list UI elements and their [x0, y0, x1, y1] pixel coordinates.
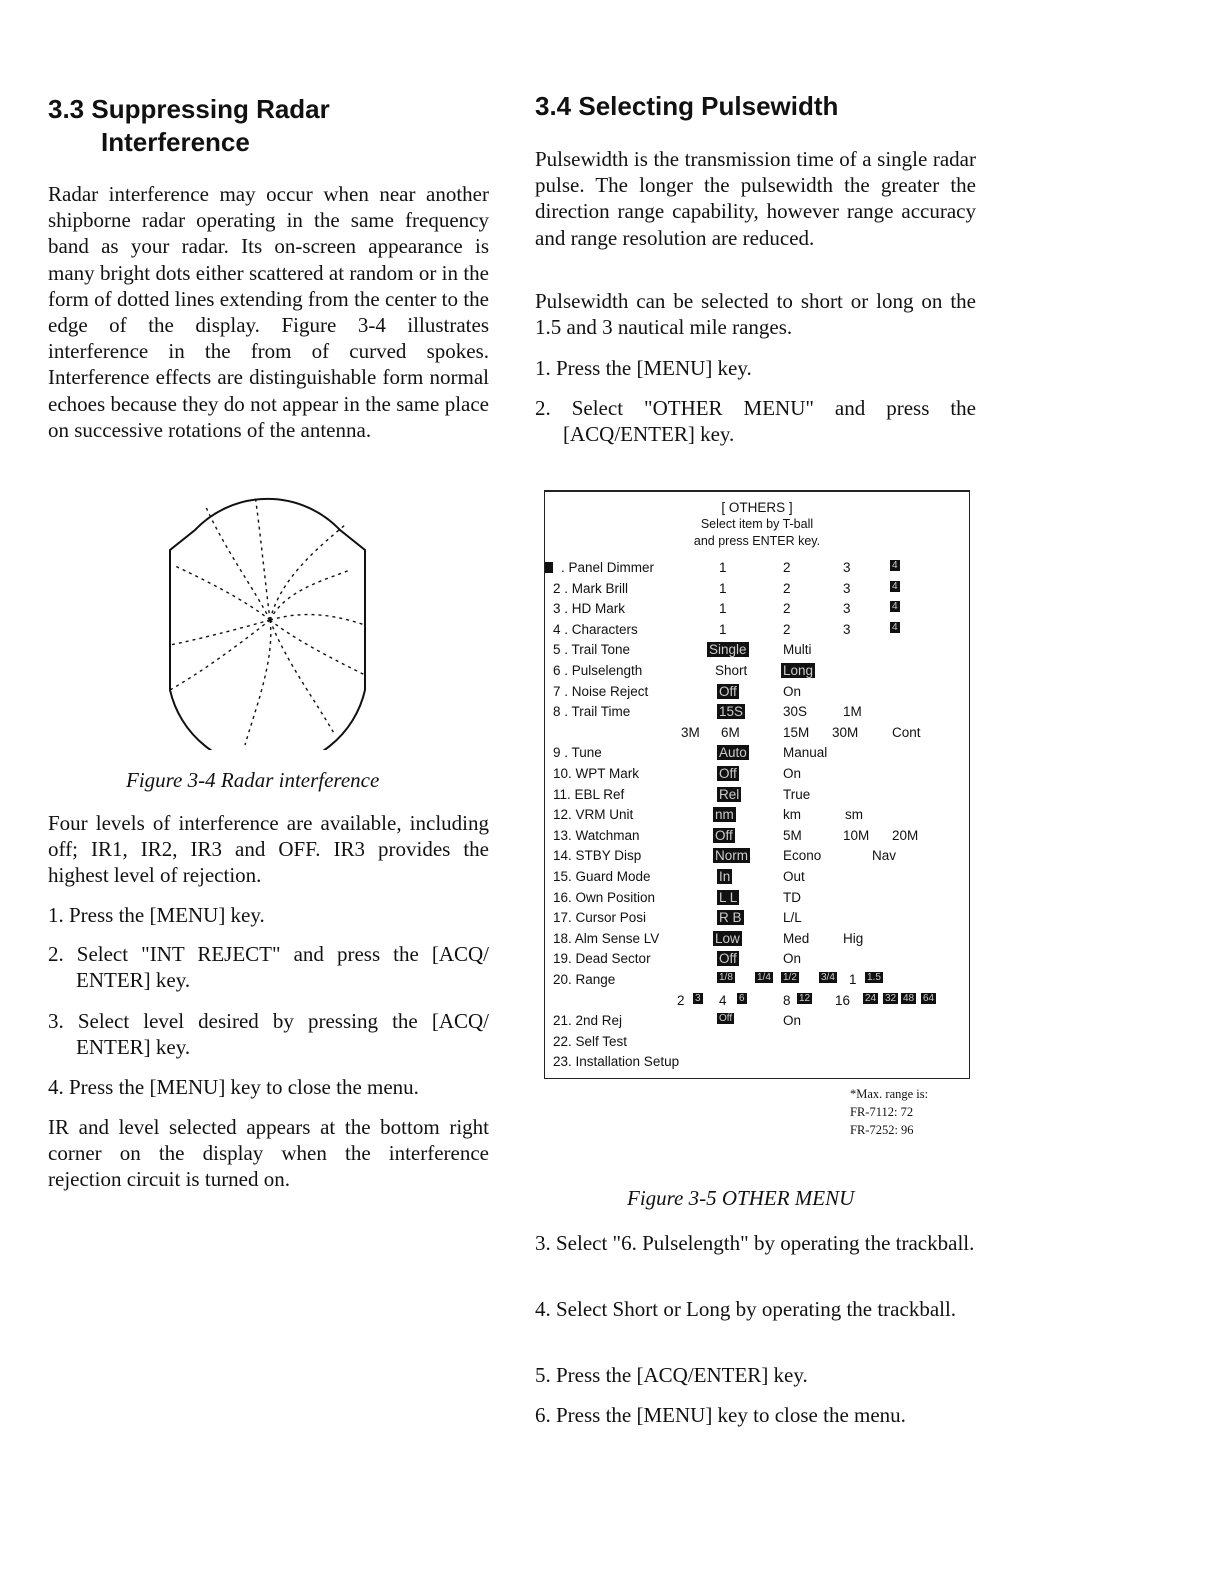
menu-option[interactable]: TD: [783, 889, 801, 905]
radar-interference-figure: [165, 490, 370, 750]
menu-item-label: 14. STBY Disp: [553, 848, 642, 864]
section-heading-3-3-cont: Interference: [101, 127, 250, 157]
menu-option-selected[interactable]: L L: [719, 889, 738, 905]
menu-item-label: 22. Self Test: [553, 1033, 628, 1049]
menu-item-label: 13. Watchman: [553, 827, 640, 843]
menu-row[interactable]: [545, 1054, 969, 1074]
menu-row[interactable]: [545, 931, 969, 951]
menu-row[interactable]: [545, 766, 969, 786]
menu-option[interactable]: 15M: [783, 724, 810, 740]
menu-option-selected[interactable]: nm: [715, 807, 734, 823]
menu-title: [ OTHERS ]: [721, 500, 793, 515]
section-heading-3-3: 3.3 Suppressing Radar: [48, 94, 330, 124]
menu-option-selected[interactable]: Off: [719, 951, 737, 967]
menu-instruction-1: Select item by T-ball: [700, 517, 814, 531]
menu-option-selected[interactable]: Off: [719, 1013, 733, 1025]
menu-option-selected[interactable]: Low: [715, 930, 740, 946]
menu-option[interactable]: Manual: [783, 745, 828, 761]
menu-option[interactable]: 2: [783, 621, 791, 637]
menu-option[interactable]: 3: [843, 580, 851, 596]
menu-item-label: 7 . Noise Reject: [553, 683, 649, 699]
cursor-block-icon: [545, 562, 553, 573]
menu-option[interactable]: On: [783, 951, 802, 967]
menu-row[interactable]: [545, 684, 969, 704]
menu-row[interactable]: [545, 787, 969, 807]
menu-option[interactable]: Cont: [892, 724, 921, 740]
menu-option[interactable]: 3M: [681, 724, 700, 740]
menu-instruction-2: and press ENTER key.: [693, 534, 821, 548]
menu-option[interactable]: 30M: [832, 724, 859, 740]
menu-item-label: 23. Installation Setup: [553, 1054, 680, 1070]
menu-option-selected[interactable]: 4: [892, 560, 898, 571]
right-step-3: 3. Select "6. Pulselength" by operating the trackball.: [535, 1231, 975, 1255]
menu-option-selected[interactable]: 3: [695, 992, 701, 1004]
menu-row[interactable]: [545, 910, 969, 930]
left-step-3: 3. Select level desired by pressing the [ACQ/ ENTER] key.: [48, 1009, 489, 1060]
menu-option-selected[interactable]: Off: [715, 827, 733, 843]
menu-row[interactable]: [545, 601, 969, 621]
menu-option[interactable]: On: [783, 766, 802, 781]
menu-option[interactable]: Out: [783, 869, 805, 884]
menu-option-selected[interactable]: 1/8: [719, 972, 733, 983]
menu-row[interactable]: [545, 828, 969, 848]
menu-option-selected[interactable]: 4: [892, 601, 898, 613]
menu-option-selected[interactable]: Off: [719, 766, 737, 781]
menu-option-selected[interactable]: 12: [799, 992, 811, 1004]
right-step-6: 6. Press the [MENU] key to close the menu.: [535, 1403, 906, 1427]
note-line: FR-7252: 96: [850, 1123, 914, 1137]
menu-row[interactable]: [545, 642, 969, 662]
menu-option[interactable]: 1: [719, 560, 727, 575]
menu-item-label: 12. VRM Unit: [553, 807, 634, 823]
menu-option[interactable]: Short: [715, 663, 748, 678]
intro-paragraph: Radar interference may occur when near another shipborne radar operating in the same frequency band as your radar. Its on-screen appearance is many bright dots either scattered at random or in the form of dotted lines extending from the center to the edge of the display. Figure 3-4 illustrates interference in the from of curved spokes. Interference effects are distinguishable form normal echoes because they do not appear in the same place on successive rotations of the antenna.: [48, 182, 489, 442]
menu-item-label: 2 . Mark Brill: [553, 580, 629, 596]
menu-row[interactable]: [545, 622, 969, 642]
menu-row[interactable]: [545, 725, 969, 745]
menu-option-selected[interactable]: Rel: [719, 786, 740, 802]
menu-option[interactable]: Hig: [843, 930, 864, 946]
menu-option-selected[interactable]: In: [719, 869, 731, 884]
others-menu-figure: [544, 490, 970, 1079]
menu-option-selected[interactable]: 48: [903, 992, 915, 1004]
menu-option-selected[interactable]: 32: [885, 992, 897, 1004]
menu-option-selected[interactable]: 15S: [719, 704, 744, 720]
menu-option-selected[interactable]: 1/2: [783, 972, 797, 983]
menu-option[interactable]: 3: [843, 621, 851, 637]
section-heading-3-4: 3.4 Selecting Pulsewidth: [535, 91, 839, 121]
menu-option[interactable]: 3: [843, 560, 851, 575]
left-step-2: 2. Select "INT REJECT" and press the [ACQ/ ENTER] key.: [48, 942, 489, 993]
menu-item-label: 20. Range: [553, 972, 616, 987]
menu-row[interactable]: [545, 560, 969, 580]
menu-option[interactable]: 2: [783, 560, 791, 575]
menu-item-label: 19. Dead Sector: [553, 951, 651, 967]
menu-option[interactable]: 1: [719, 621, 727, 637]
menu-option-selected[interactable]: 3/4: [821, 972, 835, 983]
menu-option[interactable]: 2: [783, 601, 791, 617]
menu-item-label: 8 . Trail Time: [553, 704, 631, 720]
menu-option-selected[interactable]: Norm: [715, 848, 748, 864]
menu-option-selected[interactable]: 1/4: [757, 972, 771, 983]
menu-option[interactable]: 6M: [721, 724, 740, 740]
menu-row[interactable]: [545, 1034, 969, 1054]
menu-option[interactable]: Med: [783, 930, 810, 946]
menu-row[interactable]: [545, 745, 969, 765]
menu-option[interactable]: km: [783, 807, 801, 823]
menu-option[interactable]: 3: [843, 601, 851, 617]
menu-row[interactable]: [545, 663, 969, 683]
menu-option[interactable]: 1: [719, 580, 727, 596]
menu-item-label: 9 . Tune: [553, 745, 602, 761]
menu-option[interactable]: 16: [835, 992, 851, 1008]
menu-option-selected[interactable]: Single: [709, 642, 747, 658]
right-step-4: 4. Select Short or Long by operating the trackball.: [535, 1297, 957, 1321]
menu-option[interactable]: L/L: [783, 910, 802, 926]
menu-option-selected[interactable]: 64: [923, 992, 935, 1004]
menu-option[interactable]: 2: [677, 992, 685, 1008]
menu-option-selected[interactable]: 24: [865, 992, 877, 1004]
pulsewidth-paragraph: Pulsewidth is the transmission time of a single radar pulse. The longer the pulsewidth the greater the direction range capability, however range accuracy and range resolution are reduced.: [535, 147, 976, 250]
menu-option[interactable]: On: [783, 683, 802, 699]
menu-row[interactable]: [545, 993, 969, 1013]
figure-3-5-caption: Figure 3-5 OTHER MENU: [627, 1186, 855, 1210]
left-step-4: 4. Press the [MENU] key to close the menu.: [48, 1075, 419, 1099]
right-step-5: 5. Press the [ACQ/ENTER] key.: [535, 1363, 808, 1387]
right-step-1: 1. Press the [MENU] key.: [535, 356, 752, 380]
note-line: *Max. range is:: [850, 1087, 929, 1101]
menu-option[interactable]: sm: [845, 807, 863, 823]
menu-item-label: 3 . HD Mark: [553, 601, 626, 617]
menu-option[interactable]: 8: [783, 992, 791, 1008]
menu-row[interactable]: [545, 890, 969, 910]
menu-item-label: 5 . Trail Tone: [553, 642, 631, 658]
menu-item-label: 16. Own Position: [553, 889, 656, 905]
max-range-note: [850, 1085, 928, 1139]
menu-row[interactable]: [545, 972, 969, 992]
left-step-1: 1. Press the [MENU] key.: [48, 903, 265, 927]
menu-option[interactable]: Multi: [783, 642, 812, 658]
menu-row[interactable]: [545, 951, 969, 971]
menu-option[interactable]: 1: [849, 972, 857, 987]
menu-row[interactable]: [545, 807, 969, 827]
menu-item-label: 6 . Pulselength: [553, 663, 643, 678]
menu-option-selected[interactable]: 1.5: [867, 972, 881, 983]
menu-row[interactable]: [545, 704, 969, 724]
menu-option-selected[interactable]: Auto: [719, 745, 747, 761]
menu-item-label: 4 . Characters: [553, 621, 638, 637]
menu-option[interactable]: On: [783, 1013, 802, 1029]
right-step-2: 2. Select "OTHER MENU" and press the [ACQ/ENTER] key.: [535, 396, 976, 447]
menu-option-selected[interactable]: R B: [719, 910, 742, 926]
menu-option-selected[interactable]: 6: [739, 992, 745, 1004]
menu-item-label: 17. Cursor Posi: [553, 910, 647, 926]
menu-item-label: 21. 2nd Rej: [553, 1013, 623, 1029]
menu-option[interactable]: 4: [719, 992, 727, 1008]
levels-paragraph: Four levels of interference are available, including off; IR1, IR2, IR3 and OFF. IR3 provides the highest level of rejection.: [48, 811, 489, 888]
menu-row[interactable]: [545, 1013, 969, 1033]
figure-3-4-caption: Figure 3-4 Radar interference: [126, 768, 380, 792]
menu-option-selected[interactable]: 4: [892, 621, 898, 633]
menu-option-selected[interactable]: Off: [719, 683, 737, 699]
menu-item-label: 10. WPT Mark: [553, 766, 640, 781]
menu-option[interactable]: 1M: [843, 704, 862, 720]
menu-option[interactable]: 10M: [843, 827, 870, 843]
menu-row[interactable]: [545, 581, 969, 601]
pulsewidth-range-paragraph: Pulsewidth can be selected to short or long on the 1.5 and 3 nautical mile ranges.: [535, 289, 976, 340]
menu-option[interactable]: Nav: [872, 848, 897, 864]
menu-option[interactable]: Econo: [783, 848, 822, 864]
menu-item-label: . Panel Dimmer: [561, 560, 655, 575]
menu-option[interactable]: 5M: [783, 827, 802, 843]
menu-option-selected[interactable]: Long: [783, 663, 814, 678]
menu-row[interactable]: [545, 869, 969, 889]
menu-option[interactable]: 20M: [892, 827, 919, 843]
menu-option[interactable]: 2: [783, 580, 791, 596]
outro-paragraph: IR and level selected appears at the bottom right corner on the display when the interference rejection circuit is turned on.: [48, 1115, 489, 1192]
menu-item-label: 11. EBL Ref: [553, 786, 625, 802]
menu-row[interactable]: [545, 848, 969, 868]
note-line: FR-7112: 72: [850, 1105, 914, 1119]
menu-option[interactable]: 1: [719, 601, 727, 617]
menu-option-selected[interactable]: 4: [892, 580, 898, 592]
menu-option[interactable]: 30S: [783, 704, 808, 720]
menu-item-label: 18. Alm Sense LV: [553, 930, 660, 946]
menu-option[interactable]: True: [783, 786, 811, 802]
menu-item-label: 15. Guard Mode: [553, 869, 651, 884]
